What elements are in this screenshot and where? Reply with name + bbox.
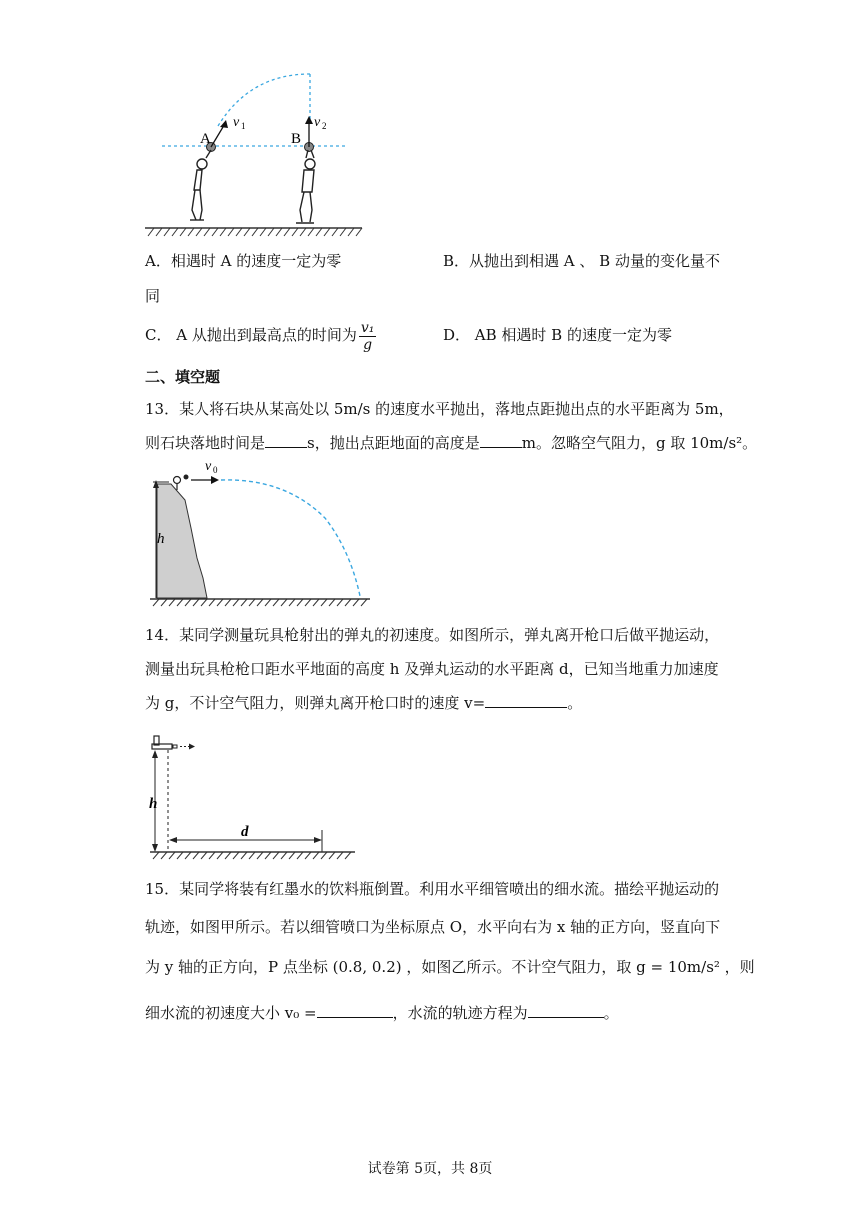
svg-text:v: v xyxy=(314,115,321,130)
label-b: B xyxy=(291,131,302,147)
two-throwers-figure xyxy=(140,60,370,240)
q15-line3: 为 y 轴的正方向，P 点坐标 (0.8, 0.2) ，如图乙所示。不计空气阻力，取 g = 10m/s² ，则 xyxy=(145,958,755,976)
q14-line2: 测量出玩具枪枪口距水平地面的高度 h 及弹丸运动的水平距离 d，已知当地重力加速度 xyxy=(145,660,719,678)
stone xyxy=(184,475,189,480)
svg-text:0: 0 xyxy=(213,465,218,475)
q15-line1: 15．某同学将装有红墨水的饮料瓶倒置。利用水平细管喷出的细水流。描绘平抛运动的 xyxy=(145,880,720,898)
option-a[interactable]: A．相遇时 A 的速度一定为零 xyxy=(145,252,342,270)
q15-line2: 轨迹，如图甲所示。若以细管喷口为坐标原点 O，水平向右为 x 轴的正方向，竖直向下 xyxy=(145,918,721,936)
toy-gun-figure xyxy=(145,732,365,862)
svg-text:1: 1 xyxy=(241,121,246,131)
svg-text:h: h xyxy=(149,796,158,812)
option-c[interactable]: C． A 从抛出到最高点的时间为 $\frac{\text{v₁}}{g}$ xyxy=(145,319,375,353)
option-b[interactable]: B．从抛出到相遇 A 、 B 动量的变化量不 xyxy=(443,252,720,270)
option-d[interactable]: D． AB 相遇时 B 的速度一定为零 xyxy=(443,326,672,344)
q13-blank-height[interactable] xyxy=(480,433,522,448)
option-b-cont: 同 xyxy=(145,287,161,305)
cliff-shape xyxy=(157,484,207,598)
q14-line3: 为 g，不计空气阻力，则弹丸离开枪口时的速度 v= 。 xyxy=(145,694,583,712)
q13-line1: 13．某人将石块从某高处以 5m/s 的速度水平抛出，落地点距抛出点的水平距离为 5m， xyxy=(145,400,734,418)
thrower-icon xyxy=(174,477,181,484)
person-a-icon xyxy=(190,150,211,220)
q13-line2: 则石块落地时间是 s，抛出点距地面的高度是 m。忽略空气阻力，g 取 10m/s²。 xyxy=(145,434,758,452)
svg-text:d: d xyxy=(241,824,249,840)
q15-blank-equation[interactable] xyxy=(528,1003,604,1018)
ground-hatch xyxy=(148,228,362,236)
cliff-figure xyxy=(145,458,375,608)
q14-line1: 14．某同学测量玩具枪射出的弹丸的初速度。如图所示，弹丸离开枪口后做平抛运动， xyxy=(145,626,720,644)
trajectory-curve xyxy=(221,480,360,596)
q13-blank-time[interactable] xyxy=(265,433,307,448)
page-footer: 试卷第 5页，共 8页 xyxy=(367,1161,493,1177)
q15-line4: 细水流的初速度大小 v₀ = ，水流的轨迹方程为 。 xyxy=(145,1004,619,1022)
svg-text:2: 2 xyxy=(322,121,327,131)
trajectory-arc xyxy=(218,74,310,126)
q14-blank-velocity[interactable] xyxy=(485,693,567,708)
label-a: A xyxy=(200,131,211,147)
svg-text:v: v xyxy=(205,459,212,474)
section-title: 二、填空题 xyxy=(145,368,221,386)
q15-blank-v0[interactable] xyxy=(317,1003,393,1018)
svg-text:v: v xyxy=(233,115,240,130)
fraction-v1-over-g: $\frac{\text{v₁}}{g}$ xyxy=(360,319,375,353)
person-b-icon xyxy=(296,150,315,223)
svg-text:h: h xyxy=(157,531,165,547)
